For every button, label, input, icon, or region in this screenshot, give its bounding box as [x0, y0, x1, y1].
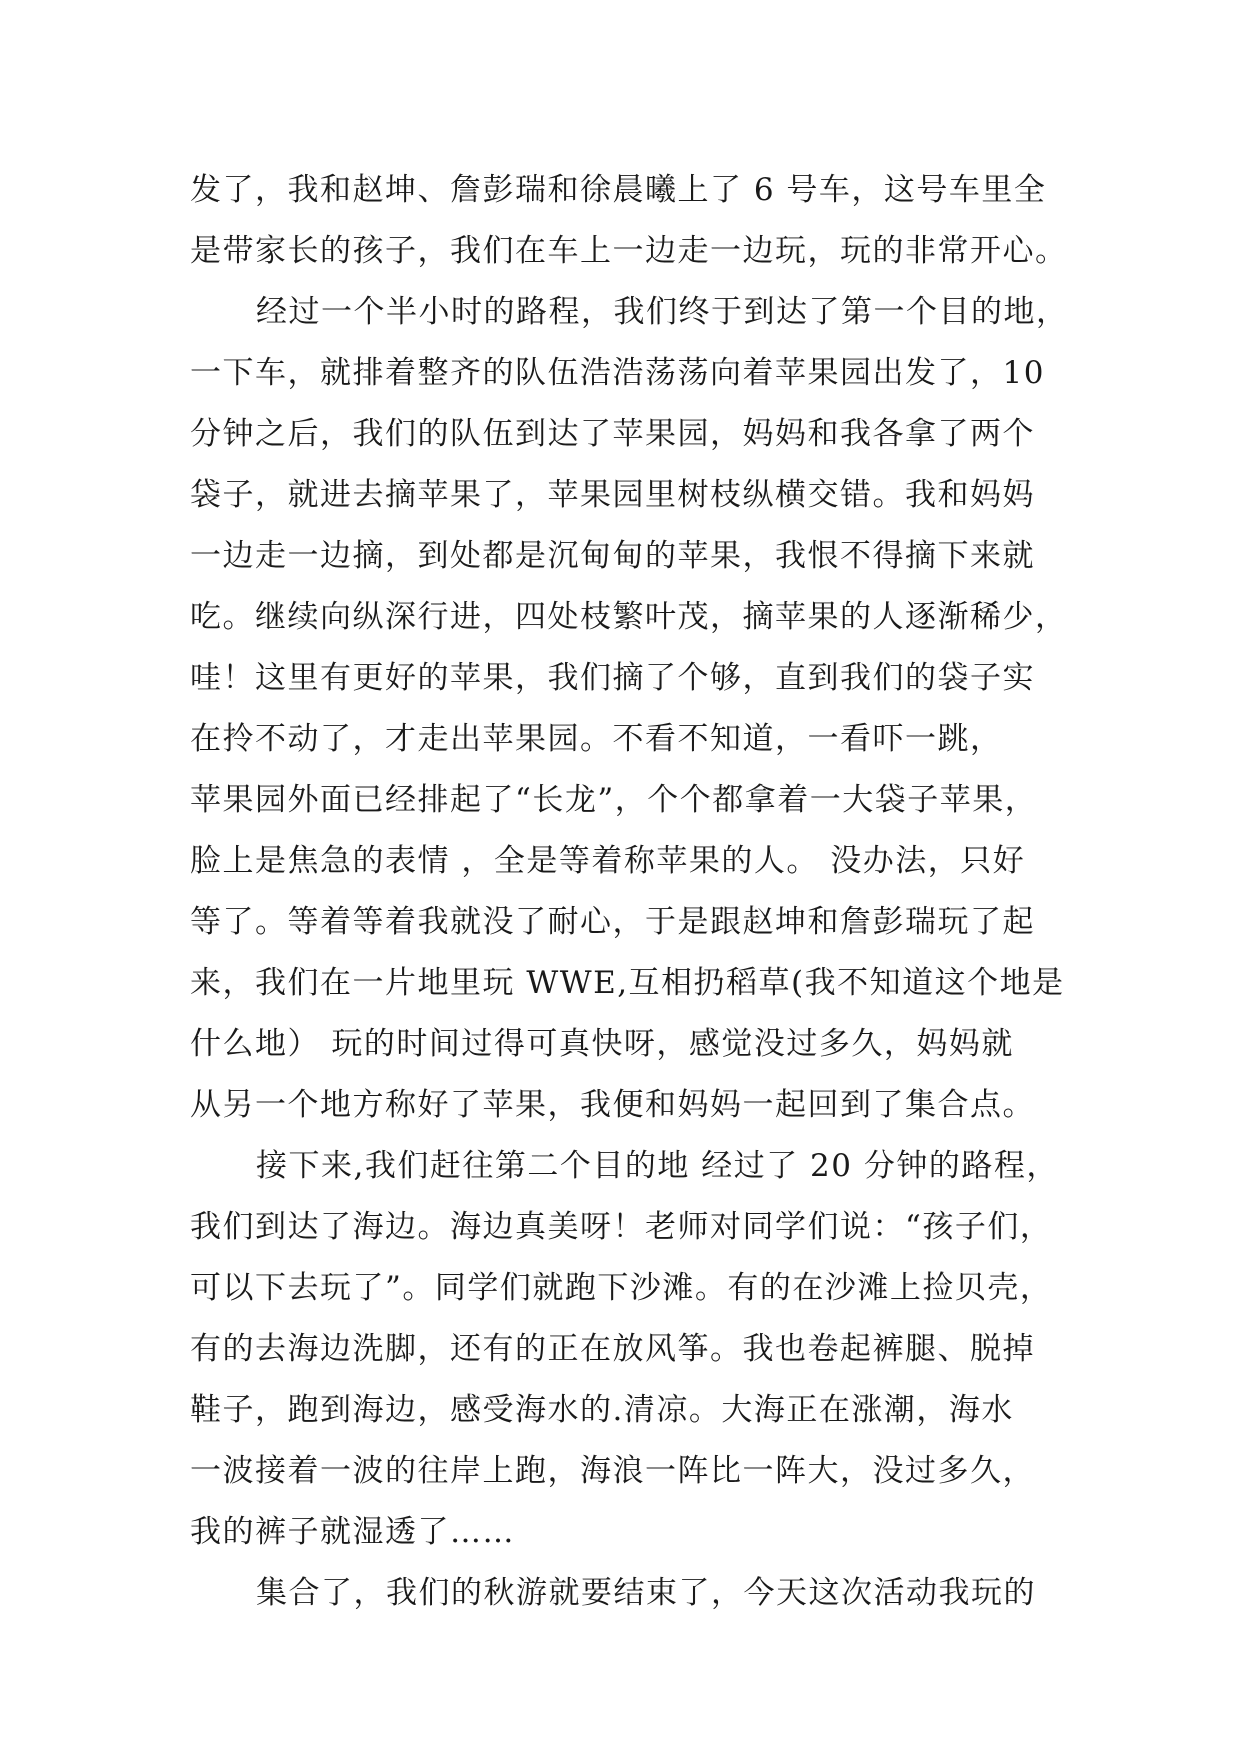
paragraph-start-line: 经过一个半小时的路程，我们终于到达了第一个目的地，	[256, 294, 1069, 330]
text-line: 发了，我和赵坤、詹彭瑞和徐晨曦上了 6 号车，这号车里全	[190, 172, 1047, 208]
text-line: 有的去海边洗脚，还有的正在放风筝。我也卷起裤腿、脱掉	[190, 1331, 1035, 1367]
text-line: 苹果园外面已经排起了“长龙”，个个都拿着一大袋子苹果，	[190, 782, 1038, 818]
text-line: 一边走一边摘，到处都是沉甸甸的苹果，我恨不得摘下来就	[190, 538, 1035, 574]
text-line: 什么地） 玩的时间过得可真快呀，感觉没过多久，妈妈就	[190, 1026, 1014, 1062]
text-line: 等了。等着等着我就没了耐心，于是跟赵坤和詹彭瑞玩了起	[190, 904, 1035, 940]
text-line: 袋子，就进去摘苹果了，苹果园里树枝纵横交错。我和妈妈	[190, 477, 1035, 513]
text-line: 从另一个地方称好了苹果，我便和妈妈一起回到了集合点。	[190, 1087, 1035, 1123]
text-line: 我的裤子就湿透了……	[190, 1514, 515, 1550]
text-line: 来，我们在一片地里玩 WWE,互相扔稻草(我不知道这个地是	[190, 965, 1065, 1001]
text-line: 一下车，就排着整齐的队伍浩浩荡荡向着苹果园出发了，10	[190, 355, 1045, 391]
text-line: 鞋子，跑到海边，感受海水的.清凉。大海正在涨潮，海水	[190, 1392, 1014, 1428]
body-text	[190, 160, 1070, 1624]
text-line: 脸上是焦急的表情 ，全是等着称苹果的人。 没办法，只好	[190, 843, 1026, 879]
text-line: 是带家长的孩子，我们在车上一边走一边玩，玩的非常开心。	[190, 233, 1068, 269]
text-line: 哇！这里有更好的苹果，我们摘了个够，直到我们的袋子实	[190, 660, 1035, 696]
text-line: 我们到达了海边。海边真美呀！老师对同学们说：“孩子们，	[190, 1209, 1053, 1245]
text-line: 在拎不动了，才走出苹果园。不看不知道，一看吓一跳，	[190, 721, 1003, 757]
text-line: 一波接着一波的往岸上跑，海浪一阵比一阵大，没过多久，	[190, 1453, 1035, 1489]
text-line: 吃。继续向纵深行进，四处枝繁叶茂，摘苹果的人逐渐稀少，	[190, 599, 1068, 635]
text-line: 分钟之后，我们的队伍到达了苹果园，妈妈和我各拿了两个	[190, 416, 1035, 452]
paragraph-start-line: 集合了，我们的秋游就要结束了，今天这次活动我玩的	[256, 1575, 1036, 1611]
text-line: 可以下去玩了”。同学们就跑下沙滩。有的在沙滩上捡贝壳，	[190, 1270, 1053, 1306]
paragraph-start-line: 接下来,我们赶往第二个目的地 经过了 20 分钟的路程，	[256, 1148, 1059, 1184]
